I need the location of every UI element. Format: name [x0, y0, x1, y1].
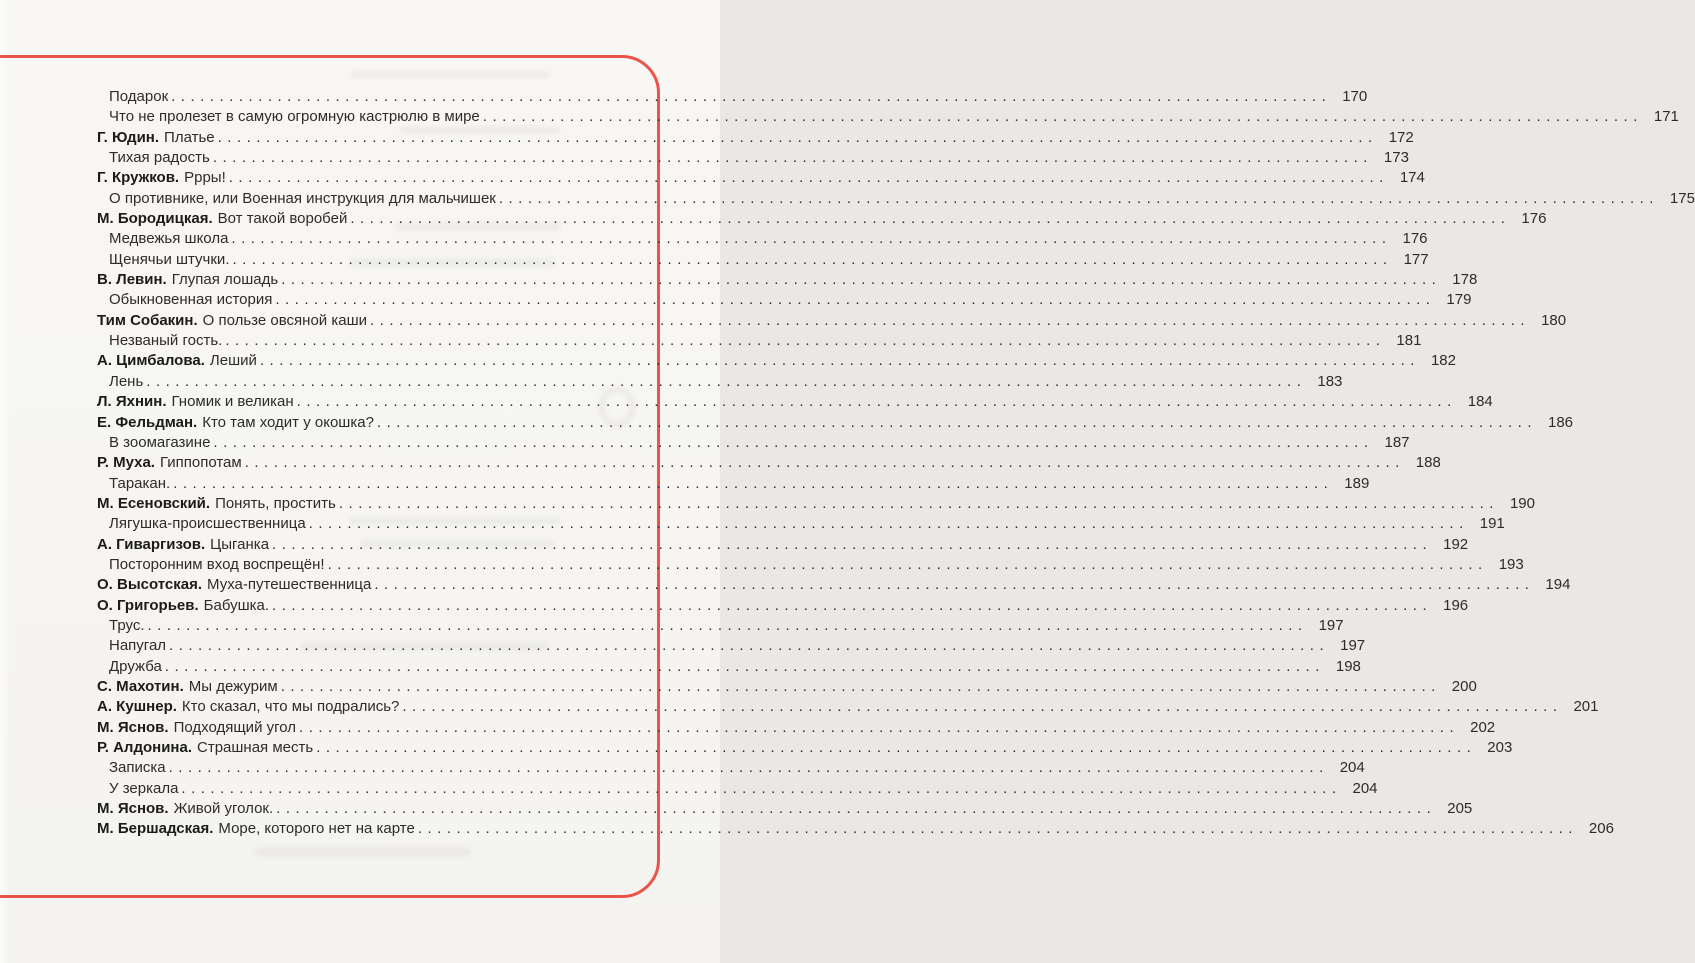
dot-leader-line: ........................................................................................................................ — [231, 230, 1392, 248]
toc-entry-title: Подходящий угол — [173, 718, 297, 736]
toc-entry — [97, 290, 1472, 310]
toc-entry — [97, 107, 1679, 127]
toc-entry-page-number: 196 — [1443, 596, 1469, 614]
toc-entry — [97, 250, 1429, 270]
dot-leader-line: ........................................................................................................................ — [374, 576, 1535, 594]
toc-entry-page-number: 205 — [1447, 800, 1473, 818]
dot-leader-line: ........................................................................................................................ — [213, 433, 1374, 451]
toc-entry-title: Понять, простить — [215, 494, 336, 512]
toc-entry-page-number: 171 — [1653, 108, 1679, 126]
toc-entry-page-number: 192 — [1443, 535, 1469, 553]
toc-entry — [97, 657, 1361, 677]
toc-entry — [97, 697, 1599, 717]
toc-entry-author: М. Есеновский. — [97, 494, 211, 512]
toc-entry-title: Платье — [164, 128, 215, 146]
dot-leader-line: ........................................................................................................................ — [276, 800, 1437, 818]
toc-entry-title: Мы дежурим — [188, 677, 278, 695]
toc-entry-title: Тихая радость — [109, 149, 210, 167]
toc-entry — [97, 494, 1535, 514]
toc-entry-author: В. Левин. — [97, 271, 167, 289]
toc-entry-title: У зеркала — [109, 779, 179, 797]
toc-entry — [97, 555, 1524, 575]
toc-entry-title: Таракан. — [109, 474, 171, 492]
toc-entry-author: Р. Алдонина. — [97, 739, 192, 756]
toc-entry-page-number: 200 — [1451, 677, 1477, 695]
toc-entry-title: В зоомагазине — [109, 433, 211, 451]
table-of-contents — [97, 87, 1695, 840]
dot-leader-line: ........................................................................................................................ — [232, 250, 1393, 268]
toc-entry-page-number: 180 — [1541, 311, 1567, 329]
dot-leader-line: ........................................................................................................................ — [327, 555, 1488, 573]
toc-entry — [97, 87, 1368, 107]
toc-entry — [97, 799, 1473, 819]
toc-entry-title: Страшная месть — [197, 739, 314, 756]
dot-leader-line: ........................................................................................................................ — [376, 413, 1538, 431]
dot-leader-line: ........................................................................................................................ — [169, 637, 1330, 655]
toc-entry — [97, 372, 1343, 392]
toc-entry-title: Посторонним вход воспрещён! — [109, 555, 325, 573]
toc-entry-title: Незваный гость. — [109, 332, 223, 350]
dot-leader-line: ........................................................................................................................ — [369, 311, 1531, 329]
toc-entry-author: С. Махотин. — [97, 677, 184, 695]
toc-entry — [97, 535, 1469, 555]
toc-entry-author: Г. Юдин. — [97, 128, 160, 146]
toc-entry-title: Глупая лошадь — [171, 271, 279, 289]
toc-entry — [97, 189, 1695, 209]
dot-leader-line: ........................................................................................................................ — [275, 291, 1436, 309]
dot-leader-line: ........................................................................................................................ — [402, 698, 1563, 716]
toc-entry-page-number: 191 — [1479, 515, 1505, 533]
dot-leader-line: ........................................................................................................................ — [171, 88, 1332, 105]
toc-entry — [97, 311, 1567, 331]
toc-entry-author: А. Цимбалова. — [97, 352, 205, 370]
toc-entry-title: Ррры! — [184, 169, 226, 187]
toc-entry — [97, 168, 1425, 188]
toc-entry — [97, 392, 1493, 412]
toc-entry-title: Обыкновенная история — [109, 291, 273, 309]
toc-entry-title: Что не пролезет в самую огромную кастрюлю в мире — [109, 108, 480, 126]
dot-leader-line: ........................................................................................................................ — [316, 739, 1477, 756]
toc-entry-title: Кто там ходит у окошка? — [202, 413, 374, 431]
toc-entry — [97, 331, 1422, 351]
dot-leader-line: ........................................................................................................................ — [181, 779, 1342, 797]
dot-leader-line: ........................................................................................................................ — [212, 149, 1373, 167]
toc-entry-title: Кто сказал, что мы подрались? — [181, 698, 400, 716]
toc-entry-page-number: 203 — [1487, 739, 1513, 756]
dot-leader-line: ........................................................................................................................ — [338, 494, 1499, 512]
toc-entry-page-number: 181 — [1396, 332, 1422, 350]
toc-entry-title: Подарок — [109, 88, 169, 105]
dot-leader-line: ........................................................................................................................ — [147, 616, 1308, 634]
dot-leader-line: ........................................................................................................................ — [482, 108, 1643, 126]
toc-entry-page-number: 204 — [1339, 759, 1365, 777]
toc-entry-page-number: 183 — [1317, 372, 1343, 390]
dot-leader-line: ........................................................................................................................ — [146, 372, 1307, 390]
toc-entry — [97, 677, 1477, 697]
dot-leader-line: ........................................................................................................................ — [280, 677, 1441, 695]
toc-entry-page-number: 206 — [1588, 820, 1614, 838]
toc-entry — [97, 453, 1441, 473]
toc-entry — [97, 209, 1547, 229]
dot-leader-line: ........................................................................................................................ — [259, 352, 1420, 370]
toc-entry-page-number: 176 — [1521, 210, 1547, 228]
toc-entry-page-number: 177 — [1403, 250, 1429, 268]
toc-entry — [97, 351, 1456, 371]
toc-entry-page-number: 190 — [1509, 494, 1535, 512]
dot-leader-line: ........................................................................................................................ — [350, 210, 1511, 228]
toc-entry-title: Гиппопотам — [159, 454, 242, 472]
toc-entry-title: Записка — [109, 759, 166, 777]
toc-entry-page-number: 184 — [1467, 393, 1493, 411]
dot-leader-line: ........................................................................................................................ — [281, 271, 1442, 289]
toc-entry-title: Бабушка. — [203, 596, 270, 614]
toc-entry-page-number: 204 — [1352, 779, 1378, 797]
toc-entry-page-number: 189 — [1344, 474, 1370, 492]
toc-entry-author: Тим Собакин. — [97, 311, 198, 329]
toc-entry-author: О. Григорьев. — [97, 596, 199, 614]
dot-leader-line: ........................................................................................................................ — [272, 596, 1433, 614]
toc-entry-author: М. Яснов. — [97, 718, 169, 736]
toc-entry-title: Медвежья школа — [109, 230, 229, 248]
toc-entry-page-number: 194 — [1545, 576, 1571, 594]
toc-entry-page-number: 178 — [1452, 271, 1478, 289]
dot-leader-line: ........................................................................................................................ — [217, 128, 1378, 146]
toc-entry — [97, 636, 1366, 656]
dot-leader-line: ........................................................................................................................ — [225, 332, 1386, 350]
toc-entry — [97, 616, 1344, 636]
toc-entry-page-number: 197 — [1318, 616, 1344, 634]
toc-entry-author: М. Бородицкая. — [97, 210, 213, 228]
toc-entry — [97, 433, 1410, 453]
toc-entry-title: Живой уголок. — [173, 800, 274, 818]
toc-entry — [97, 514, 1505, 534]
toc-entry-title: О пользе овсяной каши — [202, 311, 367, 329]
toc-entry — [97, 718, 1496, 738]
toc-entry-author: М. Яснов. — [97, 800, 169, 818]
toc-entry-page-number: 172 — [1388, 128, 1414, 146]
toc-entry-title: Леший — [209, 352, 257, 370]
toc-entry-page-number: 173 — [1383, 149, 1409, 167]
toc-entry-title: Лягушка-происшественница — [109, 515, 306, 533]
dot-leader-line: ........................................................................................................................ — [173, 474, 1334, 492]
toc-entry — [97, 270, 1478, 290]
toc-entry-title: О противнике, или Военная инструкция для мальчишек — [109, 189, 496, 207]
toc-entry-title: Напугал — [109, 637, 167, 655]
toc-entry-page-number: 201 — [1573, 698, 1599, 716]
toc-entry-page-number: 187 — [1384, 433, 1410, 451]
dot-leader-line: ........................................................................................................................ — [272, 535, 1433, 553]
toc-entry-page-number: 193 — [1498, 555, 1524, 573]
toc-entry-page-number: 170 — [1342, 88, 1368, 105]
toc-entry-page-number: 176 — [1402, 230, 1428, 248]
toc-entry-author: Е. Фельдман. — [97, 413, 198, 431]
dot-leader-line: ........................................................................................................................ — [244, 454, 1405, 472]
toc-entry-title: Вот такой воробей — [217, 210, 348, 228]
toc-entry-page-number: 197 — [1340, 637, 1366, 655]
toc-entry-author: Л. Яхнин. — [97, 393, 167, 411]
toc-entry-author: О. Высотская. — [97, 576, 203, 594]
toc-entry-author: А. Гиваргизов. — [97, 535, 206, 553]
toc-entry-page-number: 182 — [1430, 352, 1456, 370]
toc-entry-title: Трус. — [109, 616, 145, 634]
toc-entry-page-number: 175 — [1669, 189, 1695, 207]
toc-entry-title: Море, которого нет на карте — [218, 820, 415, 838]
toc-entry-title: Дружба — [109, 657, 162, 675]
toc-entry-author: М. Бершадская. — [97, 820, 214, 838]
toc-entry-title: Щенячьи штучки. — [109, 250, 230, 268]
toc-entry-title: Муха-путешественница — [207, 576, 372, 594]
toc-entry — [97, 229, 1428, 249]
toc-entry-title: Гномик и великан — [171, 393, 294, 411]
toc-entry — [97, 758, 1365, 778]
toc-entry-title: Лень — [109, 372, 144, 390]
toc-entry — [97, 128, 1414, 148]
toc-entry-page-number: 179 — [1446, 291, 1472, 309]
toc-entry-author: Г. Кружков. — [97, 169, 180, 187]
dot-leader-line: ........................................................................................................................ — [299, 718, 1460, 736]
toc-entry-page-number: 188 — [1415, 454, 1441, 472]
dot-leader-line: ........................................................................................................................ — [168, 759, 1329, 777]
toc-entry-author: Р. Муха. — [97, 454, 155, 472]
toc-entry — [97, 819, 1614, 839]
toc-entry-page-number: 198 — [1335, 657, 1361, 675]
dot-leader-line: ........................................................................................................................ — [498, 189, 1659, 207]
toc-entry-title: Цыганка — [210, 535, 270, 553]
toc-entry-page-number: 202 — [1470, 718, 1496, 736]
toc-entry — [97, 738, 1513, 758]
toc-entry-page-number: 186 — [1548, 413, 1574, 431]
toc-entry — [97, 575, 1571, 595]
dot-leader-line: ........................................................................................................................ — [417, 820, 1578, 838]
dot-leader-line: ........................................................................................................................ — [228, 169, 1389, 187]
dot-leader-line: ........................................................................................................................ — [308, 515, 1469, 533]
toc-entry — [97, 413, 1574, 433]
toc-entry-page-number: 174 — [1399, 169, 1425, 187]
dot-leader-line: ........................................................................................................................ — [164, 657, 1325, 675]
toc-entry — [97, 148, 1409, 168]
dot-leader-line: ........................................................................................................................ — [296, 393, 1457, 411]
toc-entry — [97, 474, 1370, 494]
toc-entry — [97, 596, 1469, 616]
toc-entry — [97, 779, 1378, 799]
toc-entry-author: А. Кушнер. — [97, 698, 177, 716]
